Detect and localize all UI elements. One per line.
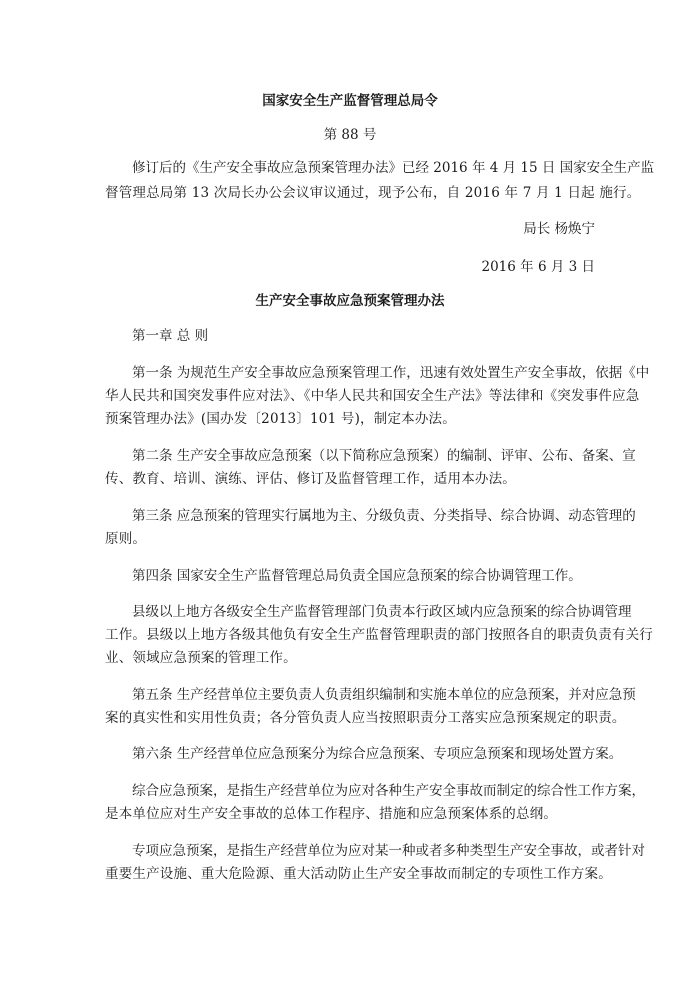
order-title: 国家安全生产监督管理总局令 xyxy=(262,93,438,109)
article-6-para-2-line-2: 是本单位应对生产安全事故的总体工作程序、措施和应急预案体系的总纲。 xyxy=(105,806,558,822)
article-1-line-2: 华人民共和国突发事件应对法》、《中华人民共和国安全生产法》等法律和《突发事件应急 xyxy=(105,388,640,404)
article-4-para-2-line-2: 工作。县级以上地方各级其他负有安全生产监督管理职责的部门按照各自的职责负责有关行 xyxy=(105,627,653,643)
article-5-line-1: 第五条 生产经营单位主要负责人负责组织编制和实施本单位的应急预案，并对应急预 xyxy=(132,687,636,703)
article-3-line-1: 第三条 应急预案的管理实行属地为主、分级负责、分类指导、综合协调、动态管理的 xyxy=(132,508,636,524)
signer: 局长 杨焕宁 xyxy=(523,221,595,237)
article-1-line-3: 预案管理办法》(国办发〔2013〕101 号)，制定本办法。 xyxy=(105,411,456,427)
signature-date: 2016 年 6 月 3 日 xyxy=(481,259,595,275)
preamble-line-2: 督管理总局第 13 次局长办公会议审议通过，现予公布，自 2016 年 7 月 1 日起 施行。 xyxy=(105,185,641,201)
order-number: 第 88 号 xyxy=(323,127,377,143)
regulation-title: 生产安全事故应急预案管理办法 xyxy=(255,293,445,309)
chapter-heading: 第一章 总 则 xyxy=(132,328,209,344)
article-1-line-1: 第一条 为规范生产安全事故应急预案管理工作，迅速有效处置生产安全事故，依据《中 xyxy=(132,365,650,381)
article-6-line-1: 第六条 生产经营单位应急预案分为综合应急预案、专项应急预案和现场处置方案。 xyxy=(132,746,623,762)
article-2-line-2: 传、教育、培训、演练、评估、修订及监督管理工作，适用本办法。 xyxy=(105,471,516,487)
preamble-line-1: 修订后的《生产安全事故应急预案管理办法》已经 2016 年 4 月 15 日 国家安全生产监 xyxy=(132,160,655,176)
article-2-line-1: 第二条 生产安全事故应急预案（以下简称应急预案）的编制、评审、公布、备案、宣 xyxy=(132,448,636,464)
article-3-line-2: 原则。 xyxy=(105,531,147,547)
article-6-para-2-line-1: 综合应急预案，是指生产经营单位为应对各种生产安全事故而制定的综合性工作方案， xyxy=(132,783,645,799)
article-6-para-3-line-2: 重要生产设施、重大危险源、重大活动防止生产安全事故而制定的专项性工作方案。 xyxy=(105,866,612,882)
article-6-para-3-line-1: 专项应急预案，是指生产经营单位为应对某一种或者多种类型生产安全事故，或者针对 xyxy=(132,843,645,859)
article-4-para-2-line-3: 业、领域应急预案的管理工作。 xyxy=(105,650,297,666)
article-5-line-2: 案的真实性和实用性负责；各分管负责人应当按照职责分工落实应急预案规定的职责。 xyxy=(105,710,626,726)
article-4-para-2-line-1: 县级以上地方各级安全生产监督管理部门负责本行政区域内应急预案的综合协调管理 xyxy=(132,604,632,620)
article-4-line-1: 第四条 国家安全生产监督管理总局负责全国应急预案的综合协调管理工作。 xyxy=(132,568,582,584)
